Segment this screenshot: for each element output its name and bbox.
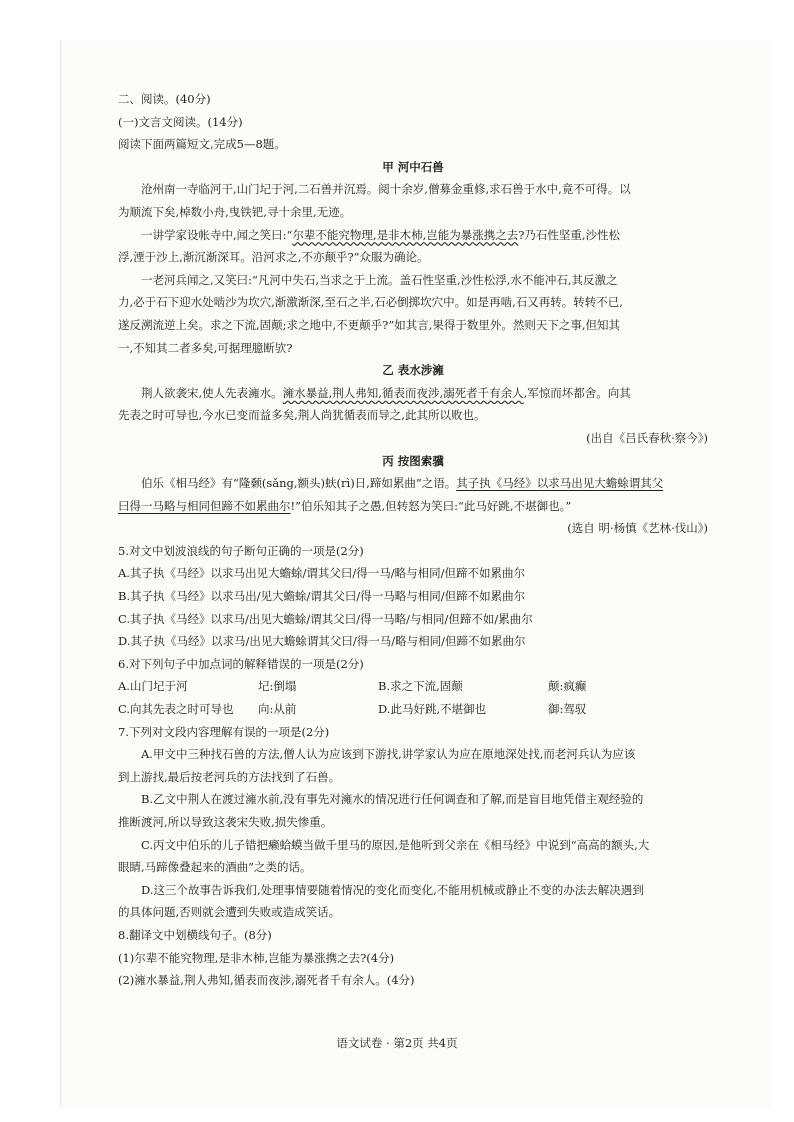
passage3-line bbox=[118, 495, 708, 518]
q7-option-b-cont: 推断渡河,所以导致这袭宋失败,损失惨重。 bbox=[118, 815, 333, 829]
passage3-title: 丙 按图索骥 bbox=[382, 453, 444, 468]
q6-row bbox=[118, 698, 708, 721]
q7-option-d-cont: 的具体问题,否则就会遭到失败或造成笑话。 bbox=[118, 905, 341, 920]
passage1-line: 力,必于石下迎水处啮沙为坎穴,渐激渐深,至石之半,石必倒掷坎穴中。如是再啮,石又再转。转转不已, bbox=[118, 295, 623, 310]
underlined-sentence: 尔辈不能究物理,是非木杮,岂能为暴涨携之去 bbox=[292, 227, 519, 242]
q7-stem: 7.下列对文段内容理解有误的一项是(2分) bbox=[118, 724, 330, 739]
q6-option-c-gloss: 向:从前 bbox=[258, 702, 297, 717]
q6-stem: 6.对下列句子中加点词的解释错误的一项是(2分) bbox=[118, 656, 364, 671]
passage1-line: 一,不知其二者多矣,可据理臆断欤? bbox=[118, 340, 293, 355]
underlined-sentence: 其子执《马经》以求马出见大蟾蜍谓其父 bbox=[456, 476, 664, 491]
q5-option-d: D.其子执《马经》以求马/出见大蟾蜍谓其父曰/得一马/略与相同/但蹄不如累曲尔 bbox=[118, 634, 526, 649]
q8-sentence-1: (1)尔辈不能究物理,是非木杮,岂能为暴涨携之去?(4分) bbox=[118, 950, 395, 965]
q6-option-d-gloss: 御:驾驭 bbox=[548, 702, 587, 717]
passage2-line bbox=[118, 382, 708, 405]
q5-option-a: A.其子执《马经》以求马出见大蟾蜍/谓其父曰/得一马/略与相同/但蹄不如累曲尔 bbox=[118, 566, 525, 581]
q8-sentence-2: (2)澭水暴益,荆人弗知,循表而夜涉,溺死者千有余人。(4分) bbox=[118, 973, 415, 988]
passage2-title: 乙 表水涉澭 bbox=[382, 363, 444, 378]
passage2-source: (出自《吕氏春秋·察今》) bbox=[586, 430, 708, 445]
q6-option-b: B.求之下流,固颠 bbox=[378, 679, 463, 694]
q7-option-c-cont: 眼睛,马蹄像叠起来的酒曲”之类的话。 bbox=[118, 860, 312, 875]
q6-option-a-gloss: 圮:倒塌 bbox=[258, 679, 297, 694]
q6-option-c: C.向其先表之时可导也 bbox=[118, 702, 234, 717]
passage1-line: 一老河兵闻之,又笑曰:“凡河中失石,当求之于上流。盖石性坚重,沙性松浮,水不能冲石,其反激之 bbox=[141, 272, 618, 287]
q6-option-d: D.此马好跳,不堪御也 bbox=[378, 702, 487, 717]
q7-option-b: B.乙文中荆人在渡过澭水前,没有事先对澭水的情况进行任何调查和了解,而是盲目地凭借主观经验的 bbox=[141, 792, 644, 807]
underlined-sentence: 澭水暴益,荆人弗知,循表而夜涉,溺死者千有余人 bbox=[282, 385, 524, 400]
text-run: ?乃石性坚重,沙性松 bbox=[518, 227, 621, 242]
text-run: 一讲学家设帐寺中,闻之笑曰:“ bbox=[141, 227, 293, 242]
sub-title: (一)文言文阅读。(14分) bbox=[118, 114, 243, 129]
q5-option-b: B.其子执《马经》以求马出/见大蟾蜍/谓其父曰/得一马略与相同/但蹄不如累曲尔 bbox=[118, 589, 526, 604]
q8-stem: 8.翻译文中划横线句子。(8分) bbox=[118, 927, 272, 942]
passage1-title: 甲 河中石兽 bbox=[382, 159, 444, 174]
passage3-source: (选自 明·杨慎《艺林·伐山》) bbox=[567, 521, 708, 536]
passage3-line bbox=[118, 472, 708, 495]
text-run: 伯乐《相马经》有“隆颡(sǎng,额头)蚨(rì)日,蹄如累曲”之语。 bbox=[141, 476, 457, 491]
q6-option-a: A.山门圮于河 bbox=[118, 679, 188, 694]
underlined-sentence: 曰得一马略与相同但蹄不如累曲尔 bbox=[118, 498, 291, 513]
text-run: 荆人欲袭宋,使人先表澭水。 bbox=[141, 385, 283, 400]
instruction: 阅读下面两篇短文,完成5—8题。 bbox=[118, 137, 286, 152]
text-run: !”伯乐知其子之愚,但转怒为笑曰:“此马好跳,不堪御也。” bbox=[290, 498, 572, 513]
passage2-line: 先表之时可导也,今水已变而益多矣,荆人尚犹循表而导之,此其所以败也。 bbox=[118, 408, 486, 423]
q7-option-d: D.这三个故事告诉我们,处理事情要随着情况的变化而变化,不能用机械或静止不变的办法去解决遇到 bbox=[141, 882, 644, 897]
q7-option-a-cont: 到上游找,最后按老河兵的方法找到了石兽。 bbox=[118, 769, 341, 784]
passage1-line: 遂反溯流逆上矣。求之下流,固颠;求之地中,不更颠乎?”如其言,果得于数里外。然则天下之事,但知其 bbox=[118, 317, 621, 332]
exam-content bbox=[118, 88, 708, 992]
q7-option-a: A.甲文中三种找石兽的方法,僧人认为应该到下游找,讲学家认为应在原地深处找,而老河兵认为应该 bbox=[141, 747, 636, 762]
passage1-line: 为顺流下矣,棹数小舟,曳铁钯,寻十余里,无迹。 bbox=[118, 204, 352, 219]
q7-option-c: C.丙文中伯乐的儿子错把癞蛤蟆当做千里马的原因,是他听到父亲在《相马经》中说到“高高的额头,大 bbox=[141, 837, 650, 852]
passage1-line: 沧州南一寺临河干,山门圮于河,二石兽并沉焉。阅十余岁,僧募金重修,求石兽于水中,竟不可得。以 bbox=[141, 182, 631, 197]
passage1-line bbox=[118, 224, 708, 247]
q6-option-b-gloss: 颠:疯癫 bbox=[548, 679, 587, 694]
section-title: 二、阅读。(40分) bbox=[118, 92, 211, 106]
passage1-line: 浮,湮于沙上,渐沉渐深耳。沿河求之,不亦颠乎?”众服为确论。 bbox=[118, 250, 429, 265]
q5-stem: 5.对文中划波浪线的句子断句正确的一项是(2分) bbox=[118, 543, 364, 558]
q5-option-c: C.其子执《马经》以求马/出见大蟾蜍/谓其父曰/得一马略/与相同/但蹄不如/累曲尔 bbox=[118, 611, 533, 626]
text-run: ,军惊而坏都舍。向其 bbox=[523, 385, 631, 400]
page-footer: 语文试卷 · 第2页 共4页 bbox=[336, 1036, 458, 1050]
q6-row bbox=[118, 675, 708, 698]
